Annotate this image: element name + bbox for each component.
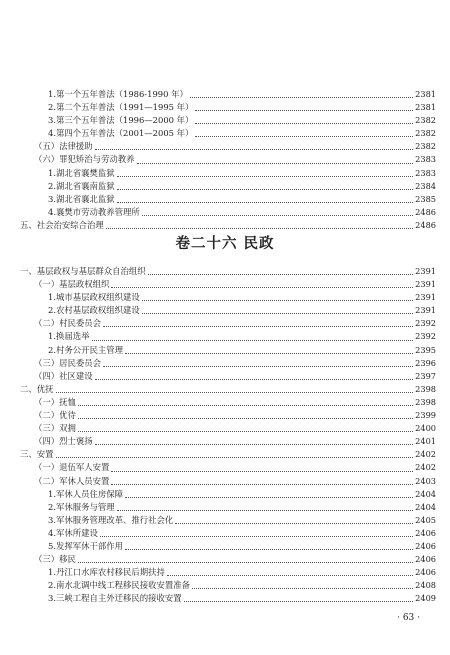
toc-entry-title: 1.换届选举	[48, 331, 90, 342]
dot-leader	[125, 352, 413, 354]
toc-entry-title: 4.第四个五年普法（2001—2005 年）	[48, 128, 194, 139]
toc-entry	[20, 344, 436, 357]
dot-leader	[175, 522, 413, 524]
dot-leader	[78, 417, 413, 419]
dot-leader	[117, 201, 414, 203]
toc-entry-page: 2405	[415, 514, 436, 525]
toc-entry-title: 1.城市基层政权组织建设	[48, 292, 140, 303]
toc-entry-page: 2486	[415, 219, 436, 230]
toc-entry-page: 2391	[415, 292, 436, 303]
toc-entry	[20, 127, 436, 140]
toc-entry-page: 2391	[415, 305, 436, 316]
toc-entry	[20, 553, 436, 566]
toc-entry-page: 2406	[415, 540, 436, 551]
toc-entry-page: 2404	[415, 501, 436, 512]
toc-entry	[20, 592, 436, 605]
dot-leader	[125, 548, 413, 550]
toc-entry-title: 五、社会治安综合治理	[20, 219, 104, 230]
dot-leader	[111, 483, 413, 485]
toc-entry-title: 1.湖北省襄樊监狱	[48, 167, 115, 178]
toc-entry-title: （一）退伍军人安置	[34, 462, 110, 473]
toc-entry-page: 2384	[415, 180, 436, 191]
dot-leader	[78, 404, 413, 406]
toc-entry	[20, 219, 436, 232]
toc-entry-page: 2392	[415, 318, 436, 329]
toc-entry-page: 2392	[415, 331, 436, 342]
toc-entry	[20, 383, 436, 396]
toc-entry-title: （二）优待	[34, 410, 76, 421]
toc-entry-title: 1.丹江口水库农村移民后期扶持	[48, 567, 165, 578]
toc-section-bottom	[20, 265, 436, 605]
toc-entry-title: （四）社区建设	[34, 370, 93, 381]
dot-leader	[111, 286, 413, 288]
toc-entry-page: 2402	[415, 449, 436, 460]
dot-leader	[148, 273, 414, 275]
toc-entry	[20, 357, 436, 370]
toc-entry-page: 2409	[415, 593, 436, 604]
dot-leader	[103, 325, 413, 327]
toc-entry	[20, 566, 436, 579]
toc-entry-title: 2.湖北省襄南监狱	[48, 180, 115, 191]
toc-entry-title: （六）罪犯矫治与劳动教养	[34, 154, 135, 165]
dot-leader	[125, 496, 413, 498]
toc-entry-page: 2406	[415, 554, 436, 565]
toc-entry	[20, 435, 436, 448]
toc-entry	[20, 304, 436, 317]
toc-entry	[20, 140, 436, 153]
toc-entry-title: 一、基层政权与基层群众自治组织	[20, 266, 146, 276]
toc-entry-page: 2408	[415, 580, 436, 591]
toc-entry-title: （一）抚恤	[34, 396, 76, 407]
toc-entry	[20, 180, 436, 193]
dot-leader	[142, 299, 413, 301]
toc-entry-title: 1.第一个五年普法（1986-1990 年）	[48, 89, 188, 99]
dot-leader	[111, 470, 413, 472]
toc-entry-title: 1.军休人员住房保障	[48, 488, 123, 499]
dot-leader	[142, 312, 413, 314]
toc-entry-page: 2399	[415, 410, 436, 421]
dot-leader	[117, 188, 414, 190]
toc-entry-page: 2398	[415, 383, 436, 394]
toc-entry	[20, 291, 436, 304]
toc-entry-title: 3.军休服务管理改革、推行社会化	[48, 514, 174, 525]
toc-entry-page: 2383	[415, 167, 436, 178]
toc-entry	[20, 540, 436, 553]
dot-leader	[56, 391, 414, 393]
toc-entry-page: 2382	[415, 141, 436, 152]
dot-leader	[117, 509, 414, 511]
toc-entry	[20, 193, 436, 206]
toc-entry-page: 2385	[415, 193, 436, 204]
toc-entry	[20, 206, 436, 219]
toc-entry-title: 2.南水北调中线工程移民接收安置准备	[48, 580, 190, 591]
toc-entry-title: 3.三峡工程自主外迁移民的接收安置	[48, 593, 182, 604]
toc-entry	[20, 317, 436, 330]
toc-entry-page: 2397	[415, 370, 436, 381]
toc-entry-page: 2403	[415, 475, 436, 486]
dot-leader	[103, 365, 413, 367]
toc-entry-page: 2383	[415, 154, 436, 165]
toc-entry-title: 2.农村基层政权组织建设	[48, 305, 140, 316]
toc-entry-title: （四）烈士褒扬	[34, 436, 93, 447]
toc-entry-page: 2395	[415, 344, 436, 355]
toc-entry	[20, 101, 436, 114]
toc-entry-page: 2404	[415, 488, 436, 499]
toc-entry	[20, 488, 436, 501]
dot-leader	[100, 535, 413, 537]
toc-entry-page: 2398	[415, 396, 436, 407]
toc-entry	[20, 88, 436, 101]
dot-leader	[142, 214, 413, 216]
toc-entry	[20, 527, 436, 540]
toc-entry-page: 2391	[415, 279, 436, 290]
toc-entry-page: 2406	[415, 567, 436, 578]
toc-entry	[20, 579, 436, 592]
dot-leader	[137, 162, 414, 164]
toc-entry-title: 4.军休所建设	[48, 527, 98, 538]
toc-entry	[20, 409, 436, 422]
toc-entry-title: （二）军休人员安置	[34, 475, 110, 486]
toc-entry-title: （三）居民委员会	[34, 357, 101, 368]
toc-entry	[20, 167, 436, 180]
dot-leader	[117, 175, 414, 177]
toc-entry-title: （一）基层政权组织	[34, 279, 110, 290]
toc-entry-title: （五）法律援助	[34, 141, 93, 152]
toc-entry	[20, 448, 436, 461]
toc-entry-title: 3.湖北省襄北监狱	[48, 193, 115, 204]
dot-leader	[95, 148, 414, 150]
toc-section-top	[20, 88, 436, 232]
dot-leader	[195, 135, 413, 137]
toc-entry-page: 2382	[415, 115, 436, 126]
toc-entry-title: （二）村民委员会	[34, 318, 101, 329]
toc-entry-title: 3.第三个五年普法（1996—2000 年）	[48, 115, 194, 126]
toc-entry	[20, 475, 436, 488]
dot-leader	[56, 456, 414, 458]
toc-entry-title: 二、优抚	[20, 383, 54, 394]
toc-entry-page: 2400	[415, 423, 436, 434]
toc-entry	[20, 114, 436, 127]
dot-leader	[195, 122, 413, 124]
toc-entry	[20, 514, 436, 527]
dot-leader	[95, 443, 414, 445]
toc-entry-page: 2401	[415, 436, 436, 447]
toc-entry-page: 2396	[415, 357, 436, 368]
dot-leader	[92, 339, 414, 341]
toc-entry	[20, 265, 436, 278]
toc-entry-title: 5.发挥军休干部作用	[48, 540, 123, 551]
toc-entry-title: 2.第二个五年普法（1991—1995 年）	[48, 102, 194, 113]
toc-entry-title: （三）双拥	[34, 423, 76, 434]
toc-entry-page: 2391	[415, 266, 436, 276]
toc-entry-title: 2.村务公开民主管理	[48, 344, 123, 355]
toc-entry	[20, 153, 436, 166]
toc-entry	[20, 278, 436, 291]
toc-entry	[20, 461, 436, 474]
toc-entry-title: 4.襄樊市劳动教养管理所	[48, 206, 140, 217]
dot-leader	[190, 96, 413, 98]
toc-entry-page: 2382	[415, 128, 436, 139]
dot-leader	[78, 561, 413, 563]
toc-entry-page: 2486	[415, 206, 436, 217]
toc-entry	[20, 422, 436, 435]
toc-entry	[20, 370, 436, 383]
volume-title: 卷二十六 民政	[175, 236, 275, 252]
dot-leader	[192, 587, 413, 589]
toc-entry-page: 2402	[415, 462, 436, 473]
toc-entry-title: 三、安置	[20, 449, 54, 460]
toc-entry	[20, 330, 436, 343]
dot-leader	[184, 600, 414, 602]
page-number: · 63 ·	[397, 613, 420, 623]
toc-entry-title: 2.军休服务与管理	[48, 501, 115, 512]
toc-entry-title: （三）移民	[34, 554, 76, 565]
dot-leader	[167, 574, 413, 576]
toc-entry-page: 2381	[415, 89, 436, 99]
dot-leader	[78, 430, 413, 432]
dot-leader	[95, 378, 414, 380]
toc-entry	[20, 501, 436, 514]
toc-entry	[20, 396, 436, 409]
toc-entry-page: 2381	[415, 102, 436, 113]
dot-leader	[195, 109, 413, 111]
dot-leader	[106, 227, 413, 229]
toc-entry-page: 2406	[415, 527, 436, 538]
